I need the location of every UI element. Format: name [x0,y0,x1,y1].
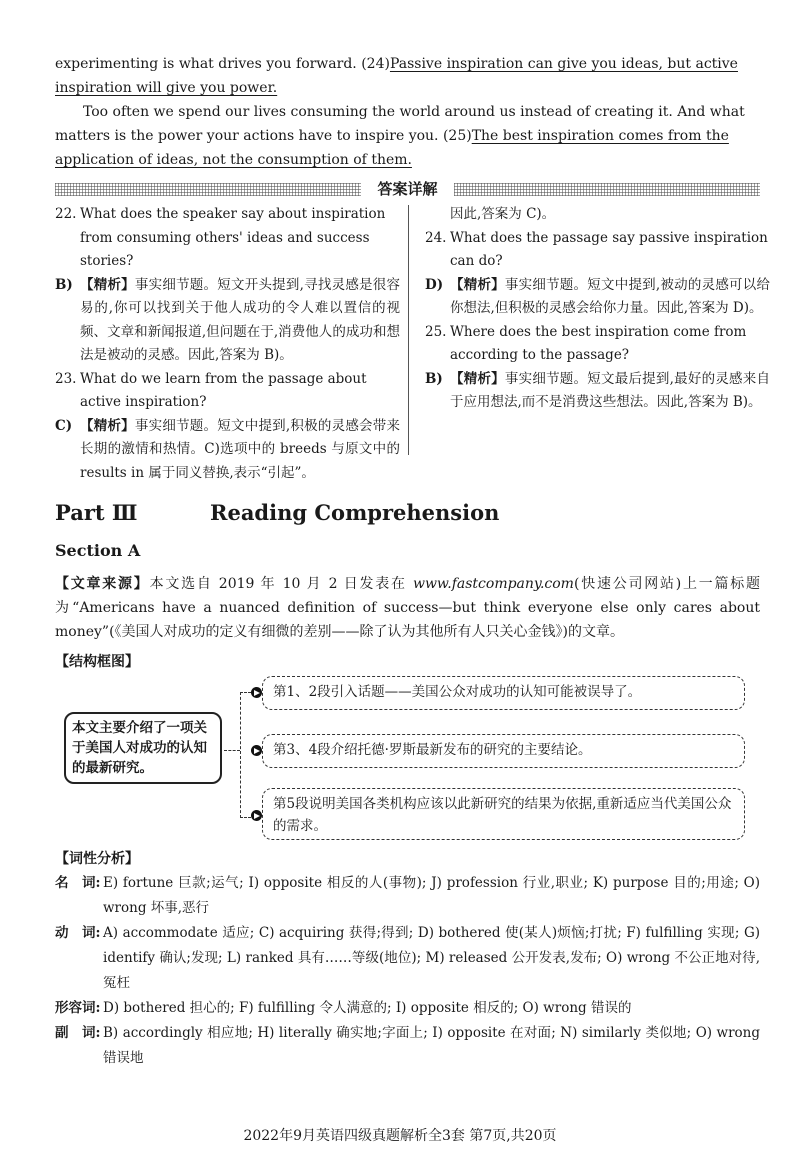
arrow-icon [251,687,262,698]
question [425,321,770,368]
answers-right-column [425,203,770,415]
pos-key: 动 词: [55,925,101,941]
answer-item-25 [425,321,770,415]
pos-adjectives [55,996,760,1021]
answer-letter: B) [55,276,73,293]
part-heading [55,500,500,525]
analysis-text: 事实细节题。短文中提到,积极的灵感会带来长期的激情和热情。C)选项中的 breeds 与原文中的 results in 属于同义替换,表示“引起”。 [80,417,400,481]
analysis-tag: 【精析】 [80,276,135,293]
page-footer: 2022年9月英语四级真题解析全3套 第7页,共20页 [243,1128,557,1144]
structure-summary-box: 本文主要介绍了一项关于美国人对成功的认知的最新研究。 [64,712,222,784]
question-text: Where does the best inspiration come from according to the passage? [450,323,747,363]
pos-label: 【词性分析】 [55,851,139,867]
source-text: 本文选自 2019 年 10 月 2 日发表在 [149,576,413,592]
answer-letter: C) [55,417,73,434]
structure-point-2: 第3、4段介绍托德·罗斯最新发布的研究的主要结论。 [262,734,745,768]
answer-explanation-banner [55,181,760,199]
part-label: Part Ⅲ [55,500,138,525]
answer-item-24 [425,227,770,321]
source-text-continued: (快速公司网站)上一篇标题为“Americans have a nuanced definition of success—but think everyone else only cares about money”(《美国人对成功的定义有细微的差别——除了认为其他所有人只关心金钱》)的文章。 [55,576,760,640]
analysis-tag: 【精析】 [80,417,135,434]
arrow-icon [251,745,262,756]
analysis-continued: 因此,答案为 C)。 [450,206,556,222]
answer-item-23 [55,368,400,486]
question-number: 24. [425,229,447,246]
pos-nouns [55,871,760,921]
banner-title: 答案详解 [377,180,438,198]
underlined-key-sentence-25: The best inspiration comes from the application of ideas, not the consumption of them. [55,128,729,168]
column-divider [408,205,409,455]
pos-verbs [55,921,760,996]
source-label: 【文章来源】 [55,576,150,592]
part-title: Reading Comprehension [210,500,500,525]
question [55,203,400,274]
pos-adverbs [55,1021,760,1071]
structure-point-3: 第5段说明美国各类机构应该以此新研究的结果为依据,重新适应当代美国公众的需求。 [262,788,745,840]
analysis-text: 事实细节题。短文中提到,被动的灵感可以给你想法,但积极的灵感会给你力量。因此,答案为 D)。 [450,276,770,316]
answer-letter: B) [425,370,443,387]
answer-item-22 [55,203,400,368]
analysis-tag: 【精析】 [450,276,505,293]
section-heading: Section A [55,541,141,560]
answers-left-column [55,203,400,485]
question [55,368,400,415]
underlined-key-sentence-24: Passive inspiration can give you ideas, but active inspiration will give you power. [55,56,738,96]
connector-line [224,750,240,751]
passage-text: experimenting is what drives you forward. (24) [55,56,390,72]
passage-paragraph-24 [55,52,760,100]
pos-text: D) bothered 担心的; F) fulfilling 令人满意的; I) opposite 相反的; O) wrong 错误的 [103,1000,632,1016]
answer-letter: D) [425,276,444,293]
analysis-tag: 【精析】 [450,370,505,387]
banner-pattern-right [454,183,760,196]
source-website: www.fastcompany.com [412,576,574,592]
analysis [55,274,400,368]
pos-text: E) fortune 巨款;运气; I) opposite 相反的人(事物); J) profession 行业,职业; K) purpose 目的;用途; O) wrong 坏事,恶行 [103,875,760,916]
question-text: What do we learn from the passage about active inspiration? [80,370,367,410]
pos-key: 名 词: [55,875,101,891]
pos-text: B) accordingly 相应地; H) literally 确实地;字面上; I) opposite 在对面; N) similarly 类似地; O) wrong 错误地 [103,1025,760,1066]
question-number: 22. [55,206,77,222]
question-text: What does the speaker say about inspiration from consuming others' ideas and success stories? [80,206,386,269]
pos-key: 形容词: [55,1000,101,1016]
question-text: What does the passage say passive inspiration can do? [450,229,768,269]
question-number: 25. [425,323,447,340]
structure-point-1: 第1、2段引入话题——美国公众对成功的认知可能被误导了。 [262,676,745,710]
arrow-icon [251,810,262,821]
pos-key: 副 词: [55,1025,101,1041]
question-number: 23. [55,370,77,387]
analysis [425,274,770,321]
passage-paragraph-25 [55,100,760,172]
analysis-text: 事实细节题。短文最后提到,最好的灵感来自于应用想法,而不是消费这些想法。因此,答案为 B)。 [450,370,770,410]
question [425,227,770,274]
article-source [55,572,760,644]
pos-text: A) accommodate 适应; C) acquiring 获得;得到; D) bothered 使(某人)烦恼;打扰; F) fulfilling 实现; G) identify 确认;发现; L) ranked 具有……等级(地位); M) released 公开发表,发布; O) wrong 不公正地对待,冤枉 [103,925,760,991]
passage-text: Too often we spend our lives consuming the world around us instead of creating it. And what matters is the power your actions have to inspire you. (25) [55,104,745,144]
analysis-text: 事实细节题。短文开头提到,寻找灵感是很容易的,你可以找到关于他人成功的令人难以置信的视频、文章和新闻报道,但问题在于,消费他人的成功和想法是被动的灵感。因此,答案为 B)。 [80,276,400,363]
analysis [425,368,770,415]
analysis [55,415,400,486]
structure-label: 【结构框图】 [55,654,139,670]
